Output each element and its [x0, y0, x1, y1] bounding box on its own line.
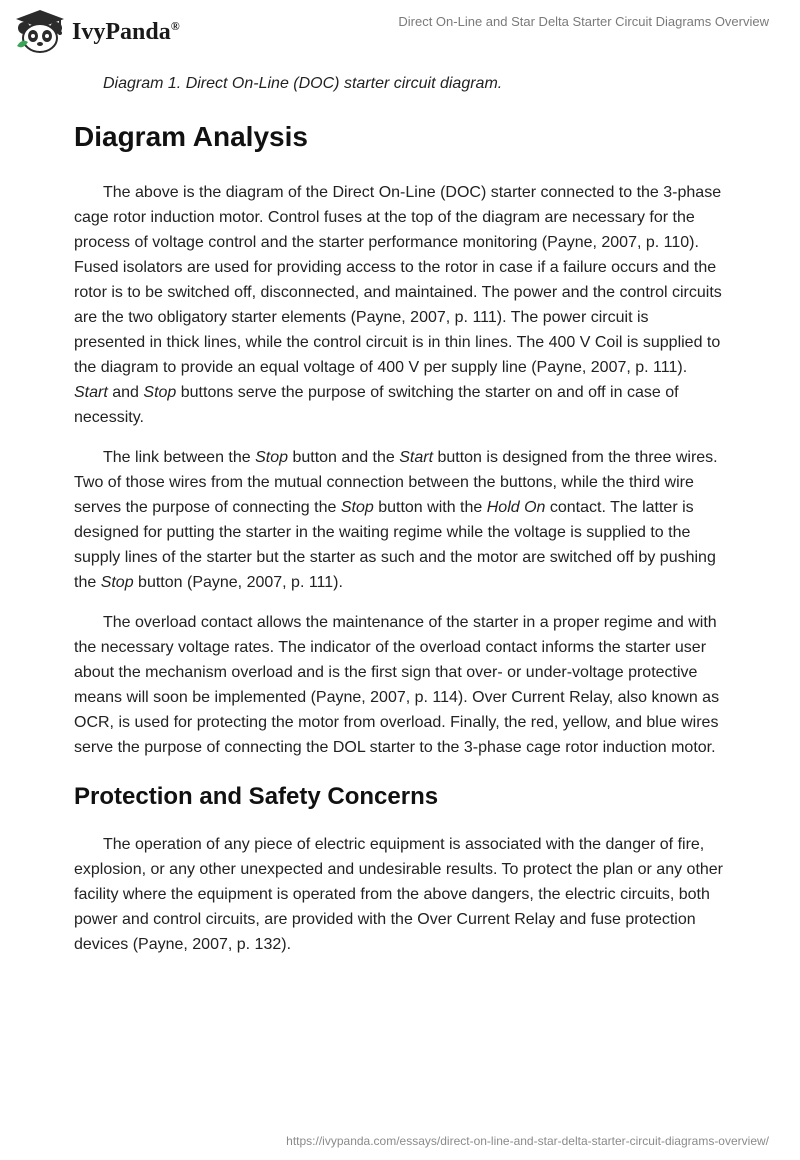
paragraph [74, 445, 724, 595]
emphasized-text: Start [399, 449, 434, 466]
emphasized-text: Stop [255, 449, 289, 466]
source-url-link[interactable]: https://ivypanda.com/essays/direct-on-line-and-star-delta-starter-circuit-diagrams-overview/ [286, 1134, 769, 1148]
text-run: The above is the diagram of the Direct On-Line (DOC) starter connected to the 3-phase cage rotor induction motor. Control fuses at the top of the diagram are necessary for the process of voltage control and the starter performance monitoring (Payne, 2007, p. 110). Fused isolators are used for providing access to the rotor in case if a failure occurs and the rotor is to be switched off, disconnected, and maintained. The power and the control circuits are the two obligatory starter elements (Payne, 2007, p. 111). The power circuit is presented in thick lines, while the control circuit is in thin lines. The 400 V Coil is supplied to the diagram to provide an equal voltage of 400 V per supply line (Payne, 2007, p. 111). [74, 184, 722, 376]
text-run: button and the [288, 449, 400, 466]
emphasized-text: Stop [340, 499, 374, 516]
paragraph [74, 180, 724, 430]
text-run: and [107, 384, 144, 401]
text-run: button (Payne, 2007, p. 111). [133, 574, 343, 591]
emphasized-text: Stop [100, 574, 134, 591]
emphasized-text: Hold On [486, 499, 546, 516]
text-run: The operation of any piece of electric equipment is associated with the danger of fire, explosion, or any other unexpected and undesirable results. To protect the plan or any other facility where the equipment is operated from the above dangers, the electric circuits, both power and control circuits, are provided with the Over Current Relay and fuse protection devices (Payne, 2007, p. 132). [74, 836, 724, 953]
figure-caption: Diagram 1. Direct On-Line (DOC) starter circuit diagram. [103, 75, 503, 92]
article-body [74, 72, 724, 972]
emphasized-text: Start [74, 384, 108, 401]
section-heading-protection-safety: Protection and Safety Concerns [74, 783, 439, 810]
text-run: The overload contact allows the maintenance of the starter in a proper regime and with the necessary voltage rates. The indicator of the overload contact informs the starter user about the mechanism overload and is the first sign that over- or under-voltage protective means will soon be implemented (Payne, 2007, p. 114). Over Current Relay, also known as OCR, is used for protecting the motor from overload. Finally, the red, yellow, and blue wires serve the purpose of connecting the DOL starter to the 3-phase cage rotor induction motor. [74, 614, 720, 756]
panda-logo-icon [14, 8, 66, 54]
text-run: The link between the [103, 449, 256, 466]
document-title: Direct On-Line and Star Delta Starter Circuit Diagrams Overview [398, 14, 769, 29]
text-run: buttons serve the purpose of switching the starter on and off in case of necessity. [74, 384, 679, 426]
text-run: button with the [373, 499, 487, 516]
section-heading-diagram-analysis: Diagram Analysis [74, 121, 308, 152]
logo[interactable] [14, 8, 180, 54]
paragraph [74, 610, 724, 760]
text-run: contact. The latter is designed for putting the starter in the waiting regime while the voltage is supplied to the supply lines of the starter but the starter as such and the motor are switched off by pushing the [74, 499, 716, 591]
emphasized-text: Stop [143, 384, 177, 401]
text-run: button is designed from the three wires. Two of those wires from the mutual connection between the buttons, while the third wire serves the purpose of connecting the [74, 449, 718, 516]
page-header [0, 0, 800, 62]
brand-name: IvyPanda® [72, 18, 180, 45]
paragraph [74, 832, 724, 957]
